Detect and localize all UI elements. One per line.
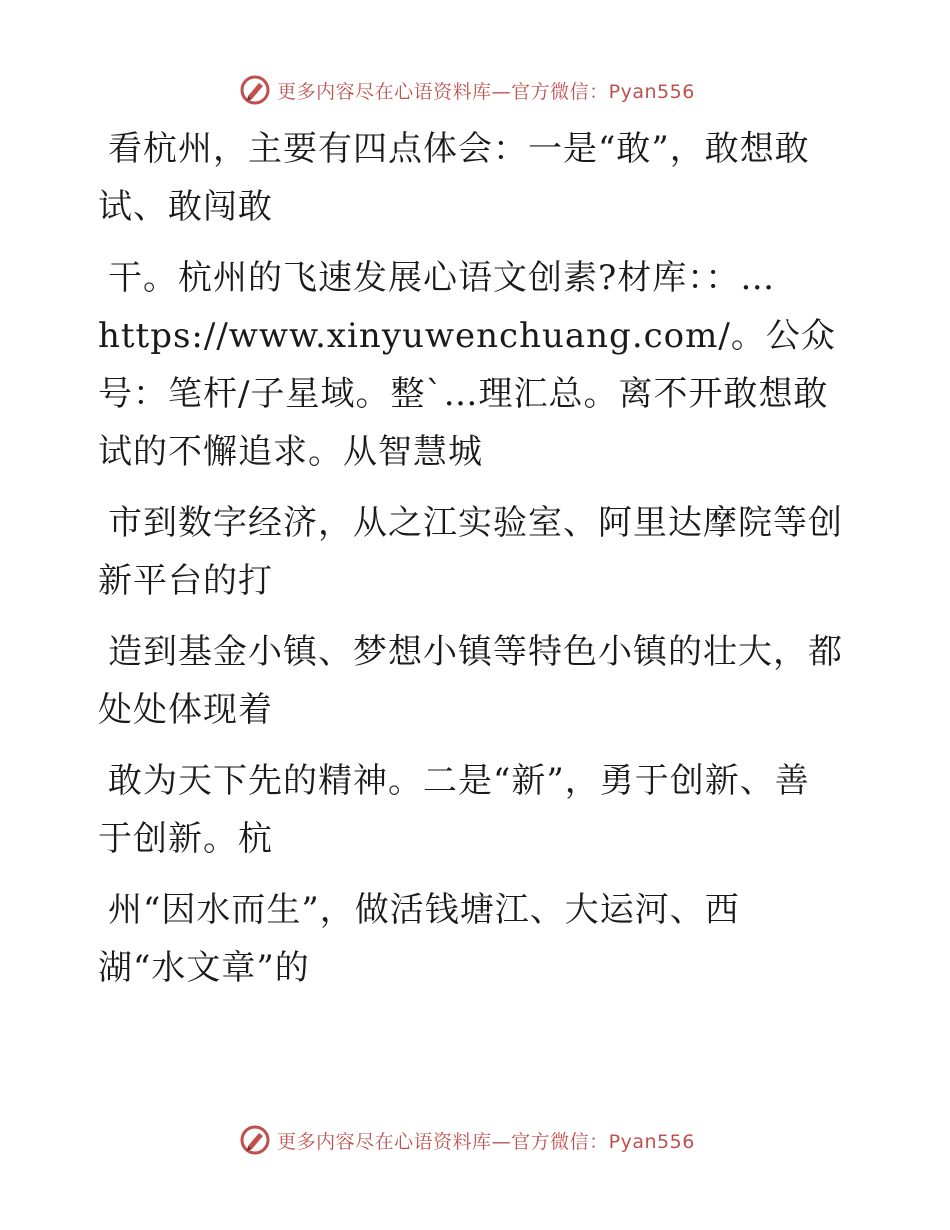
paragraph — [98, 752, 858, 868]
header-banner-content — [239, 74, 695, 106]
paragraph-rest: 新平台的打 — [98, 561, 273, 601]
pen-logo-icon — [239, 74, 271, 106]
header-banner — [0, 70, 950, 110]
paragraph-first-line: 州“因水而生”，做活钱塘江、大运河、西 — [108, 890, 740, 930]
paragraph-first-line: 敢为天下先的精神。二是“新”，勇于创新、善 — [108, 761, 810, 801]
paragraph-first-line: 市到数字经济，从之江实验室、阿里达摩院等创 — [108, 503, 843, 543]
paragraph-rest: 于创新。杭 — [98, 819, 273, 859]
paragraph-first-line: 造到基金小镇、梦想小镇等特色小镇的壮大，都 — [108, 632, 843, 672]
paragraph-first-line: 干。杭州的飞速发展心语文创素?材库：：… — [108, 258, 776, 298]
footer-banner-content — [239, 1124, 695, 1156]
paragraph-rest: https://www.xinyuwenchuang.com/。公众号：笔杆/子星域。整`…理汇总。离不开敢想敢试的不懈追求。从智慧城 — [98, 316, 836, 472]
paragraph — [98, 623, 858, 739]
paragraph-rest: 试、敢闯敢 — [98, 187, 273, 227]
paragraph-rest: 湖“水文章”的 — [98, 948, 310, 988]
footer-banner — [0, 1120, 950, 1160]
paragraph — [98, 120, 858, 236]
paragraph — [98, 249, 858, 481]
paragraph — [98, 881, 858, 997]
document-body — [98, 120, 858, 1010]
paragraph — [98, 494, 858, 610]
paragraph-first-line: 看杭州，主要有四点体会：一是“敢”，敢想敢 — [108, 129, 810, 169]
footer-banner-text: 更多内容尽在心语资料库—官方微信：Pyan556 — [277, 1130, 695, 1153]
header-banner-text: 更多内容尽在心语资料库—官方微信：Pyan556 — [277, 80, 695, 103]
paragraph-rest: 处处体现着 — [98, 690, 273, 730]
pen-logo-icon — [239, 1124, 271, 1156]
